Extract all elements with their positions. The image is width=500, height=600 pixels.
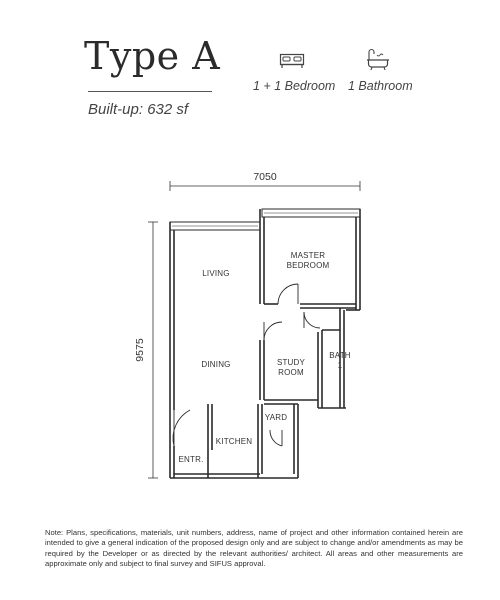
room-bath-line2: 1 bbox=[337, 361, 343, 370]
width-dimension: 7050 bbox=[253, 171, 277, 183]
disclaimer-note: Note: Plans, specifications, materials, unit numbers, address, name of project and other information contained herein are intended to give a general indication of the proposed design only and are subject to change and/or amendments as may be required by the Developer or as directed by the relevant authorities/ architect. All areas and other measurements are approximate only and subject to final survey and SIFUS approval. bbox=[45, 528, 463, 568]
room-yard: YARD bbox=[264, 413, 288, 422]
room-bath-line1: BATH bbox=[329, 351, 351, 360]
bedroom-count: 1 + 1 Bedroom bbox=[253, 79, 336, 93]
room-kitchen: KITCHEN bbox=[215, 437, 253, 446]
room-living: LIVING bbox=[202, 269, 230, 278]
bathroom-count: 1 Bathroom bbox=[348, 79, 413, 93]
unit-type-title: Type A bbox=[84, 34, 221, 78]
room-master-line2: BEDROOM bbox=[286, 261, 330, 270]
room-study-line2: ROOM bbox=[278, 368, 304, 377]
room-master-line1: MASTER bbox=[290, 251, 326, 260]
room-study-line1: STUDY bbox=[276, 358, 306, 367]
built-up-area: Built-up: 632 sf bbox=[88, 101, 189, 118]
height-dimension: 9575 bbox=[134, 338, 146, 362]
room-entrance: ENTR. bbox=[178, 455, 204, 464]
room-dining: DINING bbox=[201, 360, 231, 369]
walls bbox=[170, 209, 360, 478]
height-dimension-line bbox=[148, 222, 158, 478]
